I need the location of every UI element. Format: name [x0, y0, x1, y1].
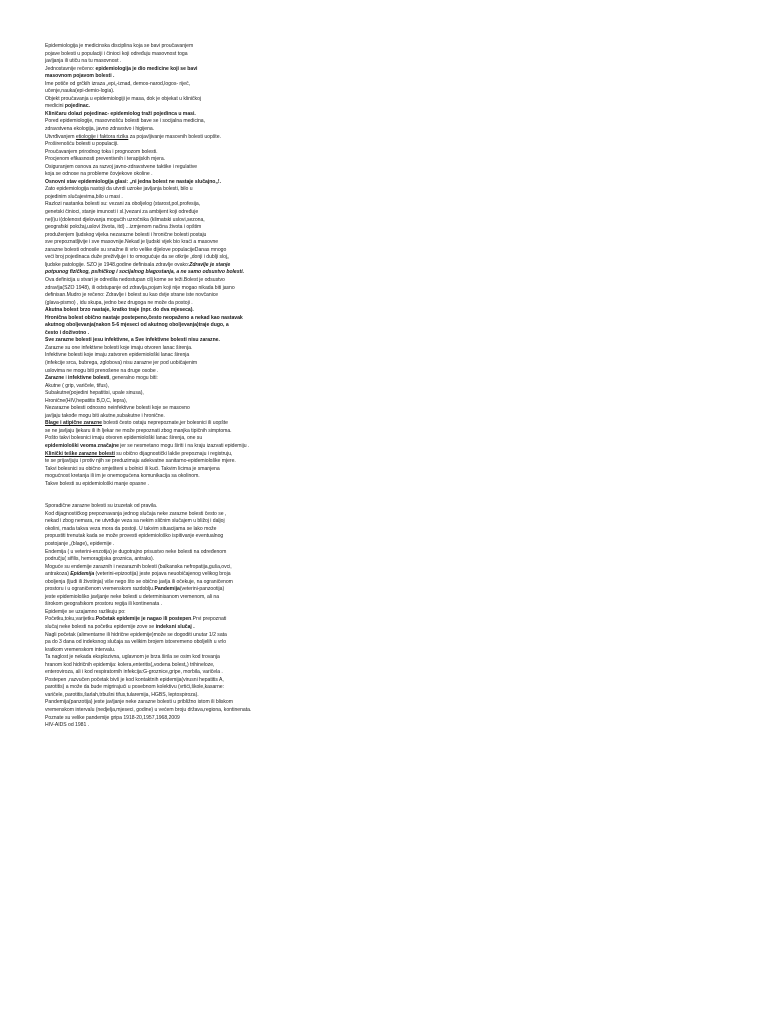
text-line — [45, 699, 305, 707]
text-run: Utvrđivanjem — [45, 133, 76, 140]
text-line — [45, 639, 305, 647]
text-run: su obično dijagnostički lakše prepoznaju i registruju, — [114, 450, 233, 457]
text-line — [45, 518, 305, 526]
text-run: okolini, mada takva veza mora da postoji. U takvim situacijama se lako može — [45, 525, 217, 532]
text-run: veći broj pojedinaca duže preživljuje i to omogućuje da se otkrije „donji i dublji sloj„ — [45, 254, 229, 261]
text-line — [45, 579, 305, 587]
text-line — [45, 405, 305, 413]
text-run: Hronična bolest obično nastaje postepeno,često neopaženo a nekad kao nastavak — [45, 314, 243, 321]
text-line — [45, 390, 305, 398]
text-run: (infekcije srca, bubrega, zglobova) nisu zarazne jer pod uobičajenim — [45, 359, 198, 366]
text-run: potpunog fizičkog, psihičkog i socijalnog blagostanja, a ne samo odsustvo bolesti. — [45, 269, 245, 276]
text-line — [45, 254, 305, 262]
text-run: parotitis) a može da bude migrirajući u posebnom kolektivu (vrtići,škole,kasarne: — [45, 684, 225, 691]
text-run: pojave bolesti u populaciji i činioci koji određuju masovnost toga — [45, 50, 188, 57]
text-line — [45, 684, 305, 692]
text-line — [45, 360, 305, 368]
text-line — [45, 194, 305, 202]
text-run: Pored epidemiologije, masovnošću bolesti bave se i socijalna medicina, — [45, 118, 205, 125]
text-run: slučaj neke bolesti na početku epidemije zove se — [45, 624, 156, 631]
text-line — [45, 458, 305, 466]
document-page — [45, 43, 305, 730]
text-line — [45, 141, 305, 149]
text-run: masovnom pojavom bolesti . — [45, 73, 115, 80]
text-run: postojanje „(blage)„ epidemije . — [45, 541, 115, 547]
text-run: jer se nesmetano mogu širiti i na kraju izazvati epidemiju . — [118, 442, 250, 449]
text-run: Objekt proučavanja u epidemiologiji je masa, dok je objekat u kliničkoj — [45, 95, 202, 102]
text-line — [45, 201, 305, 209]
text-line — [45, 413, 305, 421]
text-line — [45, 239, 305, 247]
text-run: Procjenom efikasnosti preventivnih i terapijskih mjera. — [45, 156, 166, 163]
text-line — [45, 337, 305, 345]
text-run: zarazne bolesti odnosile su snažne ili vrlo velike dijelove populacijeDanas mnogo — [45, 246, 227, 253]
text-run: Osiguranjem osnova za razvoj javno-zdravstvene taktike i regulative — [45, 163, 198, 170]
text-run: Postepen ,razvučen početak bivš je kod kontaktnih epidemija(virusni hepatitis A, — [45, 676, 224, 683]
text-line — [45, 692, 305, 700]
text-run: HIV-AIDS od 1981 . — [45, 722, 90, 729]
text-line — [45, 533, 305, 541]
text-run: Proširenošću bolesti u populaciji. — [45, 141, 119, 148]
text-line — [45, 368, 305, 376]
text-run: Poznate su velike pandemije gripa 1918-20,1957,1968,2009 — [45, 714, 180, 721]
text-line — [45, 420, 305, 428]
text-line — [45, 118, 305, 126]
text-run: Takvi bolesnici su obično smješteni u bolnici ili kući. Takvim licima je smanjena — [45, 465, 220, 472]
text-run: Ova definicija u stvari je odredila nedostupan cilj kome se teži.Bolest je odsustvo — [45, 276, 225, 283]
text-line — [45, 662, 305, 670]
text-line — [45, 601, 305, 609]
text-line — [45, 73, 305, 81]
text-run: Endemija ( u veterini-enzotija) je dugotrajno prisustvo neke bolesti na određenom — [45, 548, 227, 555]
text-run: genetski činioci, stanje imunosti i sl.)vezani za ambijent koji određuje — [45, 209, 199, 216]
text-run: Početak epidemije je nagao ili postepen — [95, 616, 192, 623]
text-run: Osnovni stav epidemiologija glasi: „ni jedna bolest ne nastaje slučajno„!. — [45, 178, 221, 185]
text-run: zdravlja(SZO 1948), ili odstupanje od zdravlja,pojam koji nije mogao nikada biti jasno — [45, 284, 235, 291]
text-run: (glava-pismo) , idu skupa, jedno bez drugoga ne može da postoji . — [45, 299, 193, 306]
text-line — [45, 594, 305, 602]
text-run: infektivne bolesti — [68, 375, 110, 382]
text-line — [45, 186, 305, 194]
text-line — [45, 398, 305, 406]
text-run: Ta naglost je nekada eksplozivna, uglavnom je brza širila se osim kod trovanja — [45, 654, 220, 661]
text-run: produženjem ljudskog vijeka nezarazne bolesti i hronične bolesti postaju — [45, 231, 207, 238]
text-run: hranom kod hidričnih epidemija: kolera,enteritis(„vodena bolest„) trihineloze, — [45, 661, 215, 668]
text-run: definisan.Mudro je rečeno: Zdravlje i bolest su kao dvije strane iste novčanice — [45, 292, 219, 299]
text-run: Početku,toku,varijetku. — [45, 616, 96, 623]
text-run: području( sifilis, hemoragijska groznica, antraks). — [45, 556, 155, 563]
text-run: učenje,nauka(epi-demio-logia). — [45, 88, 115, 95]
text-line — [45, 556, 305, 564]
text-run: akutnog oboljevanja(nakon 5-6 mjeseci od akutnog oboljevanja)traje dugo, a — [45, 322, 229, 329]
text-line — [45, 247, 305, 255]
text-line — [45, 322, 305, 330]
text-run: za pojavljivanje masovnih bolesti uopšte. — [128, 133, 221, 140]
text-run: Akutna bolest brzo nastaje, kratko traje (npr. do dva mjeseca). — [45, 307, 194, 314]
text-run: Epidemije se uzajamno razlikuju po: — [45, 608, 126, 615]
text-line — [45, 81, 305, 89]
text-line — [45, 451, 305, 459]
text-run: javljanja ili utiču na tu masovnost . — [45, 58, 122, 65]
text-run: koja se odnose na probleme čovjekove okoline . — [45, 171, 153, 178]
text-run: ljudske patologije. SZO je 1948.godine definisala zdravlje ovako: — [45, 261, 190, 268]
text-run: Nezarazne bolesti odnosno neinfektivne bolesti koje se masovno — [45, 405, 190, 412]
text-line — [45, 88, 305, 96]
text-line — [45, 209, 305, 217]
text-line — [45, 164, 305, 172]
text-run: pojedinim slučajevima,bilo u masi . — [45, 193, 123, 200]
text-run: često i doživotno . — [45, 329, 90, 336]
text-line — [45, 586, 305, 594]
text-run: Zato epidemiologija nastoji da utvrdi uzroke javljanja bolesti, bilo u — [45, 186, 193, 193]
text-run: te se prijavljuju i protiv njih se preduzimaju adekvatne sanitarno-epidemiološke mjere. — [45, 458, 236, 465]
text-run: vremenskom intervalu (nedjelja,mjeseci, godine) u većem broju država,regiona, kontinenata. — [45, 707, 252, 714]
text-run: Epidemija — [70, 571, 95, 578]
text-line — [45, 171, 305, 179]
text-line — [45, 669, 305, 677]
text-line — [45, 300, 305, 308]
text-run: oboljenja (ljudi ili životinja) više nego što se obično javlja ili očekuje, na ograničenom — [45, 578, 233, 585]
text-run: Razlozi nastanka bolesti su: vezani za oboljelog (starost,pol,profesija, — [45, 201, 201, 208]
text-line — [45, 292, 305, 300]
text-run: indeksni slučaj . — [155, 624, 195, 631]
text-line — [45, 609, 305, 617]
text-line — [45, 616, 305, 624]
text-line — [45, 315, 305, 323]
text-run: Ime potiče od grčkih izraza „epi„-iznad, demos-narod,logos- riječ, — [45, 80, 191, 87]
text-run: Kliničaru dolazi pojedinac- epidemiolog traži pojedinca u masi. — [45, 110, 196, 117]
text-run: Pošto takvi bolesnici imaju otvoren epidemiološki lanac širenja, one su — [45, 435, 203, 442]
text-run: Zdravlje je stanje — [189, 261, 231, 268]
text-run: epidemiologija je dio medicine koji se bavi — [95, 65, 198, 72]
text-run: nekad i zbog nemara, ne utvrđuje veza sa nekim sličnim slučajem u bližoj i daljoj — [45, 518, 225, 525]
text-line — [45, 564, 305, 572]
text-line — [45, 503, 305, 511]
text-line — [45, 156, 305, 164]
text-run: Epidemiologija je medicinska disciplina koja se bavi proučavanjem — [45, 43, 194, 49]
text-run: Jednostavnije rečeno: — [45, 65, 96, 72]
text-line — [45, 352, 305, 360]
text-line — [45, 632, 305, 640]
text-run: sve prepoznatljivije i sve masovnije.Nekad je ljudski vijek bio kraći a masovne — [45, 239, 219, 246]
text-line — [45, 383, 305, 391]
text-run: antrakoza) — [45, 571, 71, 578]
text-line — [45, 647, 305, 655]
text-run: varičele, parotitis,šarlah,trbušni tifus,tularemija, HGBS, leptospiroza). — [45, 691, 199, 698]
text-run: bolesti često ostaju neprepoznate,jer bolesnici ili uopšte — [102, 420, 228, 427]
text-run: pojedinac. — [64, 103, 90, 110]
text-line — [45, 511, 305, 519]
text-run: enteroviroza, ali i kod respiratornih infekcija:G-groznice,gripe, morbila, varičela . — [45, 669, 223, 676]
text-line — [45, 269, 305, 277]
text-line — [45, 285, 305, 293]
text-run: Zarazne su one infektivne bolesti koje imaju otvoren lanac širenja. — [45, 344, 193, 351]
text-run: Sve zarazne bolesti jesu infektivne, a Sve infektivne bolesti nisu zarazne. — [45, 337, 220, 344]
text-run: Blage i atipične zarazne — [45, 420, 102, 427]
text-line — [45, 224, 305, 232]
text-run: Nagli početak (alimentarne ili hidrične epidemije)može se dogoditi unutar 1/2 sata — [45, 631, 227, 638]
text-line — [45, 277, 305, 285]
text-run: Moguće su endemije zaraznih i nezaraznih bolesti (balkanska nefropatija,guša,ovci, — [45, 563, 232, 570]
text-line — [45, 262, 305, 270]
text-line — [45, 149, 305, 157]
text-run: jeste epidemiološko javljanje neke bolesti u determinisanom vremenom, ali na — [45, 593, 220, 600]
text-line — [45, 571, 305, 579]
text-line — [45, 375, 305, 383]
text-run: mogućnost kretanja ili im je onemogućena komunikacija sa okolinom. — [45, 473, 200, 480]
text-line — [45, 134, 305, 142]
text-line — [45, 111, 305, 119]
text-run: širokom geografskom prostoru regija ili kontinenata . — [45, 601, 163, 608]
text-run: zdravstvena ekologija, javno zdravstvo i higijena. — [45, 126, 155, 133]
text-run: (veterini-panzootija) — [179, 586, 225, 593]
text-line — [45, 435, 305, 443]
text-line — [45, 51, 305, 59]
text-run: javljaju takođe mogu biti akutne,subakutne i hronične. — [45, 412, 165, 419]
text-run: .Prvi prepoznati — [191, 616, 227, 623]
text-run: etiologije i faktora rizika — [75, 133, 129, 140]
text-line — [45, 473, 305, 481]
text-line — [45, 43, 305, 51]
text-line — [45, 677, 305, 685]
text-run: Proučavanjem prirodnog toka i prognozom bolesti. — [45, 148, 158, 155]
text-line — [45, 345, 305, 353]
text-run: epidemiološki veoma značajne — [45, 442, 119, 449]
paragraph-gap — [45, 488, 305, 503]
text-run: Subakutne(pojedini hepatitisi, upale sinusa), — [45, 390, 144, 397]
text-run: Pandemija(panzotija) jeste javljanje neke zarazne bolesti u približno istom ili bliskom — [45, 699, 233, 706]
text-run: se ne javljaju ljekaru ili ih ljekar ne može prepoznati zbog manjka tipičnih simptoma. — [45, 427, 232, 434]
text-run: prostoru i u ograničenom vremenskom razdoblju. — [45, 586, 155, 593]
text-run: Hronične(HIV,hepatitis B,D,C, lepra), — [45, 397, 128, 404]
text-line — [45, 466, 305, 474]
text-run: Takve bolesti su epidemiološki manje opasne . — [45, 480, 149, 487]
text-run: (veterini-epizootija) jeste pojava neuobičajenog velikog broja — [94, 571, 231, 578]
text-line — [45, 96, 305, 104]
text-line — [45, 103, 305, 111]
text-line — [45, 722, 305, 730]
text-line — [45, 428, 305, 436]
text-line — [45, 541, 305, 549]
text-run: Infektivne bolesti koje imaju zatvoren epidemiološki lanac širenja — [45, 352, 190, 359]
text-run: uslovima ne mogu biti prenošene na druge osobe . — [45, 367, 159, 374]
text-run: ne(i)u i(dolenost djelovanja mogućih uzročnika (klimatski uslovi,sezona, — [45, 216, 205, 223]
text-run: kratkom vremenskom intervalu. — [45, 646, 116, 653]
text-run: Zarazne — [45, 375, 65, 382]
text-run: i — [64, 375, 69, 382]
text-line — [45, 307, 305, 315]
text-line — [45, 330, 305, 338]
text-line — [45, 126, 305, 134]
text-run: Sporadične zarazne bolesti su izuzetak od pravila. — [45, 503, 158, 510]
text-line — [45, 624, 305, 632]
text-run: Akutne ( grip, varičele, tifus), — [45, 382, 109, 389]
text-line — [45, 179, 305, 187]
text-run: Kod dijagnostičkog prepoznavanja jednog slučaja neke zarazne bolesti često se , — [45, 510, 227, 517]
text-run: pa do 3 dana od indeksnog slučaja sa velikim brojem istovremeno oboljelih u vrlo — [45, 639, 227, 646]
text-line — [45, 481, 305, 489]
text-line — [45, 66, 305, 74]
text-line — [45, 217, 305, 225]
text-line — [45, 707, 305, 715]
text-run: medicini — [45, 103, 65, 110]
text-line — [45, 443, 305, 451]
text-line — [45, 526, 305, 534]
text-run: Klinički teške zarazne bolesti — [45, 450, 115, 457]
text-line — [45, 549, 305, 557]
text-run: geografski položaj,uslovi života, itd) ...izmjenom načina života i opštim — [45, 224, 202, 231]
text-line — [45, 715, 305, 723]
text-run: propustiti trenutak kada se može provesti epidemiološko ispitivanje eventualnog — [45, 533, 224, 540]
text-line — [45, 58, 305, 66]
text-run: Pandemija — [154, 586, 180, 593]
text-run: , generalno mogu biti: — [109, 375, 158, 382]
text-line — [45, 654, 305, 662]
text-line — [45, 232, 305, 240]
